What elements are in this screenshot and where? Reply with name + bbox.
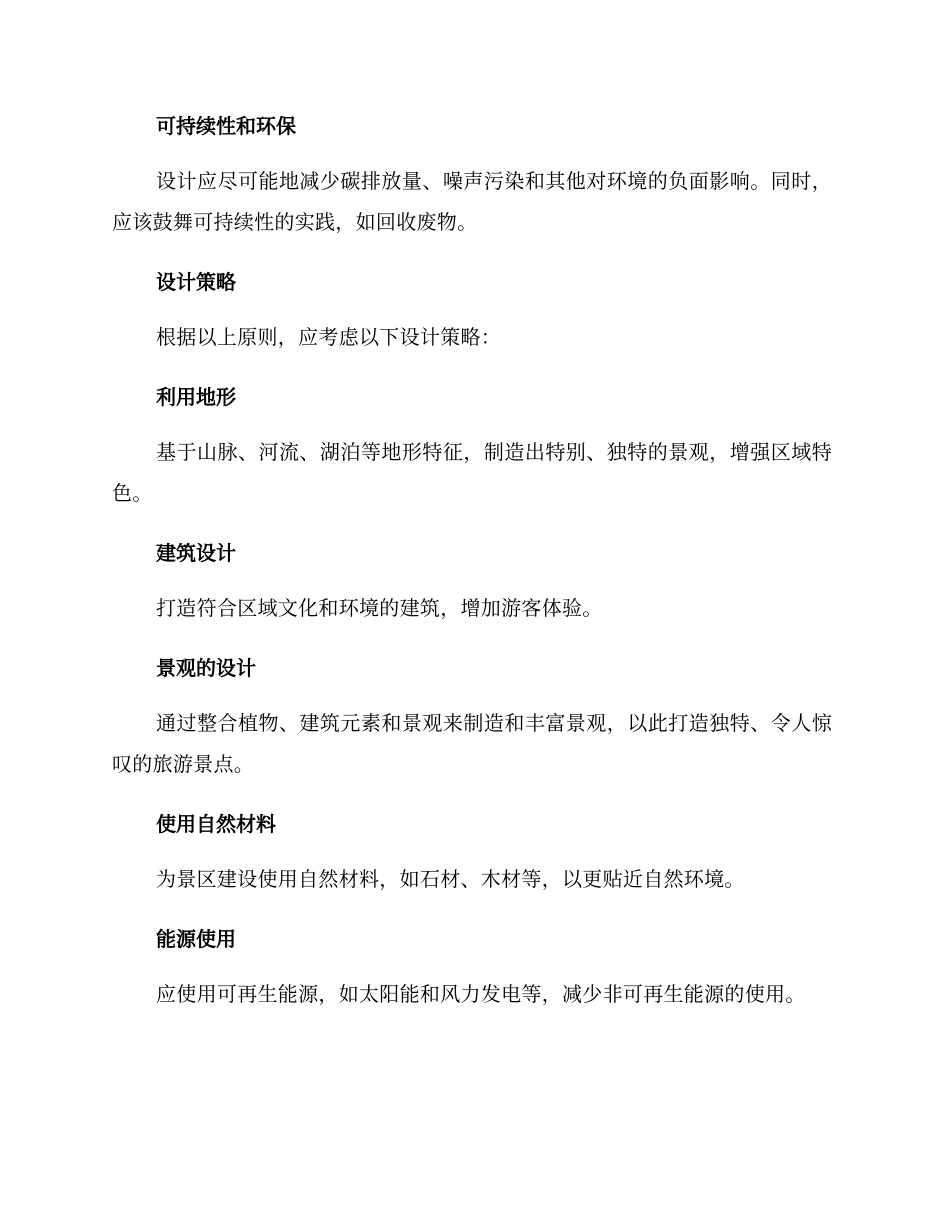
- section-heading-architecture: 建筑设计: [156, 541, 236, 565]
- section-body-architecture: 打造符合区域文化和环境的建筑，增加游客体验。: [156, 596, 603, 620]
- section-body-design-strategy: 根据以上原则，应考虑以下设计策略：: [156, 325, 502, 349]
- section-heading-landscape: 景观的设计: [156, 656, 256, 680]
- section-heading-terrain: 利用地形: [156, 385, 236, 409]
- section-heading-sustainability: 可持续性和环保: [156, 114, 296, 138]
- section-heading-natural-materials: 使用自然材料: [156, 812, 276, 836]
- section-body-energy: 应使用可再生能源，如太阳能和风力发电等，减少非可再生能源的使用。: [156, 982, 806, 1006]
- section-body-landscape: 通过整合植物、建筑元素和景观来制造和丰富景观，以此打造独特、令人惊叹的旅游景点。: [112, 711, 832, 776]
- section-heading-design-strategy: 设计策略: [156, 270, 236, 294]
- section-body-natural-materials: 为景区建设使用自然材料，如石材、木材等，以更贴近自然环境。: [156, 867, 745, 891]
- section-heading-energy: 能源使用: [156, 927, 236, 951]
- section-body-sustainability: 设计应尽可能地减少碳排放量、噪声污染和其他对环境的负面影响。同时，应该鼓舞可持续性的实践，如回收废物。: [112, 169, 832, 234]
- section-body-terrain: 基于山脉、河流、湖泊等地形特征，制造出特别、独特的景观，增强区域特色。: [112, 440, 832, 505]
